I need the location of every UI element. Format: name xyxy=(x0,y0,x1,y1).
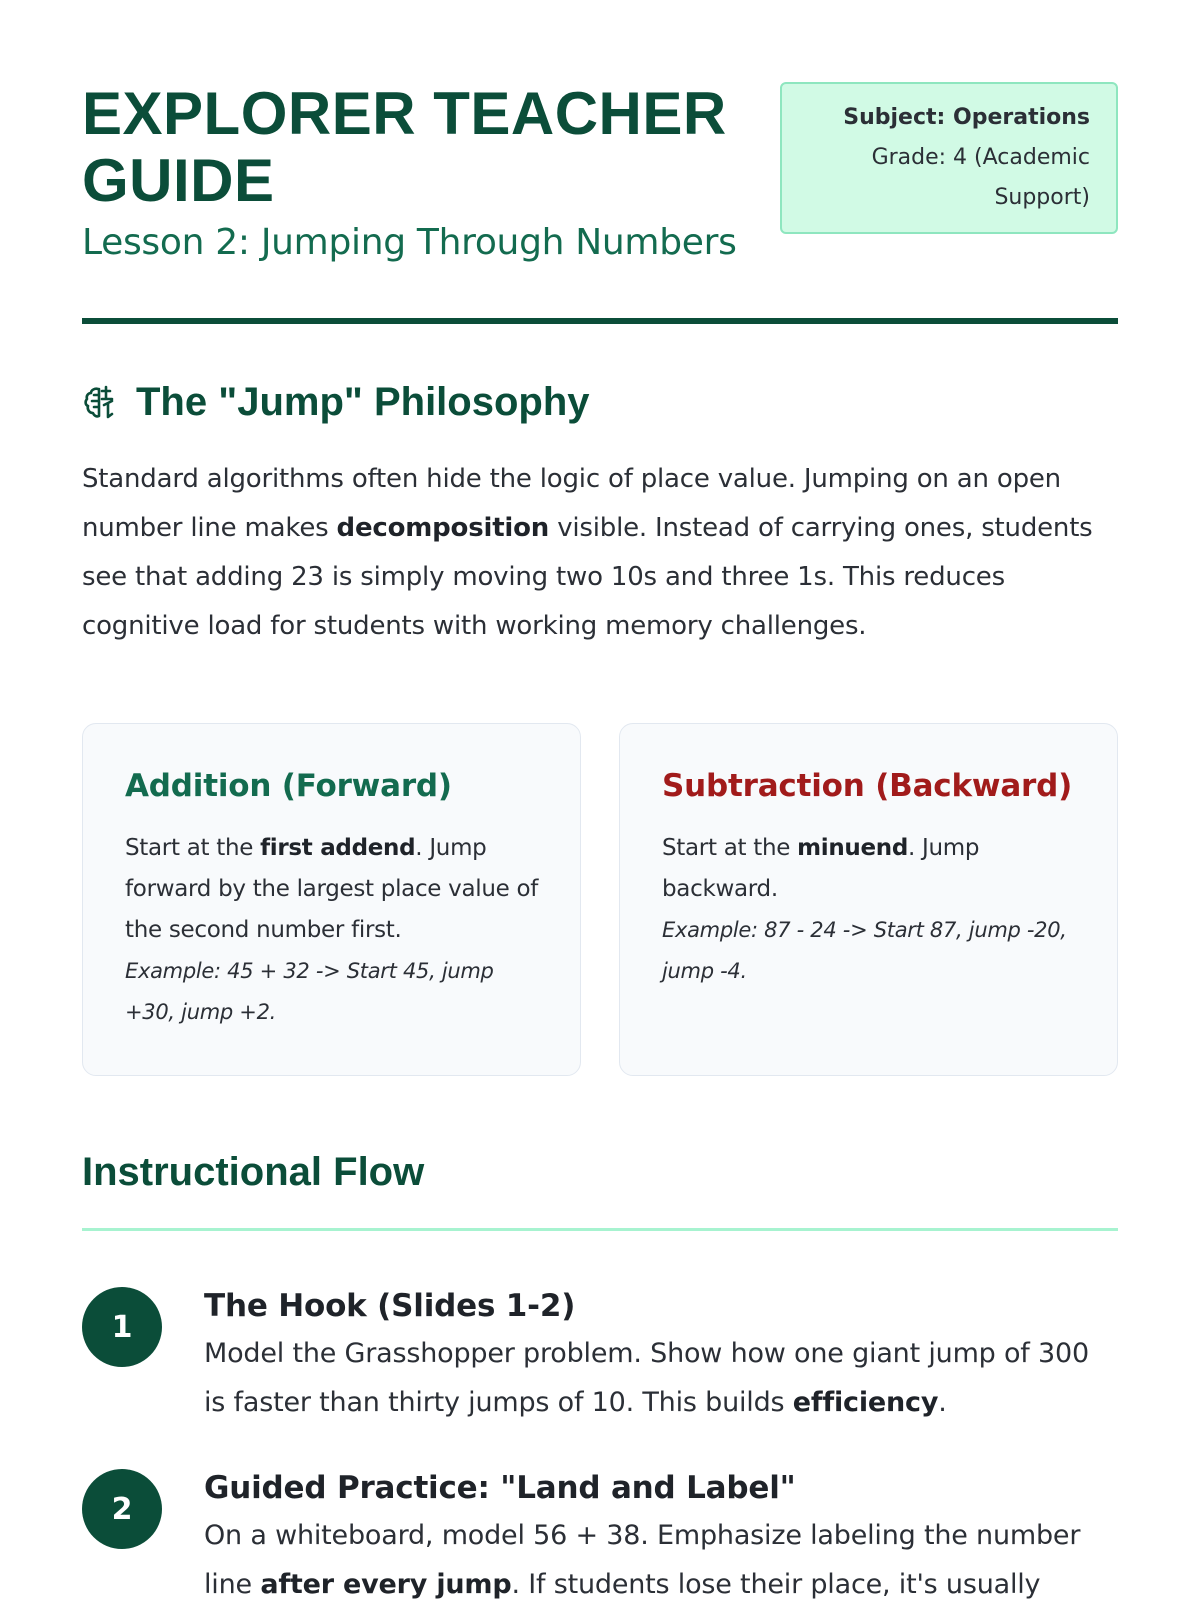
strategy-cards xyxy=(82,723,1118,1076)
flow-step xyxy=(82,1287,1118,1427)
subtraction-body xyxy=(662,828,1077,910)
step-title: The Hook (Slides 1-2) xyxy=(204,1288,576,1325)
brain-icon xyxy=(82,385,118,421)
page-title: EXPLORER TEACHER GUIDE xyxy=(82,80,727,214)
grade-label: Grade: 4 (Academic Support) xyxy=(871,145,1090,210)
addition-body xyxy=(125,828,540,951)
guide-header xyxy=(82,0,1118,310)
lesson-subtitle: Lesson 2: Jumping Through Numbers xyxy=(82,222,737,263)
step-content xyxy=(204,1287,1118,1427)
subtraction-card xyxy=(619,723,1118,1076)
addition-bold-term: first addend xyxy=(260,835,416,861)
flow-step xyxy=(82,1469,1118,1609)
philosophy-bold-term: decomposition xyxy=(336,513,550,543)
step-text-1: Model the Grasshopper problem. Show how one giant jump of 300 is faster than thirty jumps of 10. This builds xyxy=(204,1338,1089,1419)
flow-divider xyxy=(82,1228,1118,1231)
addition-heading: Addition (Forward) xyxy=(125,768,452,804)
step-bold-term: after every jump xyxy=(260,1569,512,1601)
step-text-1: On a whiteboard, model 56 + 38. Emphasize labeling the number line xyxy=(204,1520,1081,1601)
step-content xyxy=(204,1469,1118,1609)
addition-text-2: . Jump forward by the largest place value of the second number first. xyxy=(125,835,539,943)
philosophy-heading xyxy=(82,380,1118,425)
subtraction-heading: Subtraction (Backward) xyxy=(662,768,1073,804)
philosophy-text-1: Standard algorithms often hide the logic of place value. Jumping on an open number line makes xyxy=(82,464,1061,543)
addition-card xyxy=(82,723,581,1076)
header-divider xyxy=(82,318,1118,324)
philosophy-heading-text: The "Jump" Philosophy xyxy=(136,380,590,424)
step-text-2: . If students lose their place, it's usually xyxy=(511,1569,1041,1601)
instructional-flow-heading: Instructional Flow xyxy=(82,1150,425,1194)
step-bold-term: efficiency xyxy=(792,1387,939,1419)
subject-label: Subject: Operations xyxy=(843,105,1090,130)
subtraction-example: Example: 87 - 24 -> Start 87, jump -20, jump -4. xyxy=(662,918,1067,983)
step-title: Guided Practice: "Land and Label" xyxy=(204,1470,796,1507)
step-number-badge: 1 xyxy=(82,1287,162,1367)
lesson-meta-box xyxy=(780,82,1118,234)
addition-text-1: Start at the xyxy=(125,835,261,861)
subtraction-text-2: . Jump backward. xyxy=(662,835,980,902)
subtraction-text-1: Start at the xyxy=(662,835,798,861)
philosophy-paragraph xyxy=(82,455,1118,651)
step-description xyxy=(204,1329,1118,1427)
step-number-badge: 2 xyxy=(82,1469,162,1549)
subtraction-bold-term: minuend xyxy=(797,835,909,861)
philosophy-text-2: visible. Instead of carrying ones, students see that adding 23 is simply moving two 10s and three 1s. This reduces cognitive load for students with working memory challenges. xyxy=(82,513,1093,641)
addition-example: Example: 45 + 32 -> Start 45, jump +30, jump +2. xyxy=(125,959,494,1024)
step-text-2: . xyxy=(938,1387,947,1419)
step-description xyxy=(204,1511,1118,1609)
